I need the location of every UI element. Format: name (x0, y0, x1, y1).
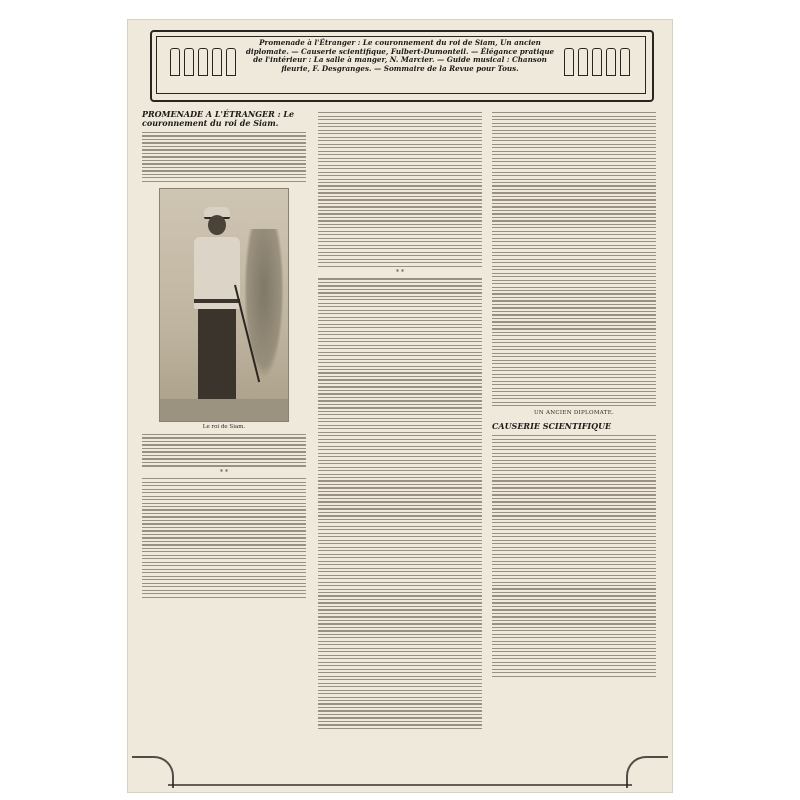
article-body (318, 278, 482, 729)
page-header (134, 26, 666, 102)
king-photo (159, 188, 289, 422)
article-body (142, 132, 306, 182)
article-body (492, 435, 656, 677)
section-separator: * * (220, 468, 228, 476)
article-title-causerie: CAUSERIE SCIENTIFIQUE (492, 421, 612, 432)
article-body (142, 478, 306, 598)
column-left (142, 110, 306, 600)
magazine-page (128, 20, 672, 792)
article-body (142, 434, 306, 467)
bottom-rule (168, 784, 632, 786)
section-separator: * * (396, 269, 404, 277)
photo-caption: Le roi de Siam. (202, 423, 246, 430)
issue-summary: Promenade à l'Étranger : Le couronnement du roi de Siam, Un ancien diplomate. — Causerie scientifique, Fulbert-Dumonteil. — Élégance pratique de l'intérieur : La salle à manger, N. Marcier. — Guide musical : Chanson fleurie, F. Desgranges. — Sommaire de la Revue pour Tous. (245, 38, 555, 73)
article-body (318, 112, 482, 267)
article-signature: UN ANCIEN DIPLOMATE. (533, 410, 615, 417)
article-body (492, 112, 656, 406)
right-pillar-ornament (564, 48, 630, 76)
column-middle (318, 110, 482, 731)
left-pillar-ornament (170, 48, 236, 76)
article-title-promenade: PROMENADE A L'ÉTRANGER : Le couronnement du roi de Siam. (142, 109, 295, 128)
corner-ornament-right (626, 756, 668, 788)
column-right (492, 110, 656, 679)
